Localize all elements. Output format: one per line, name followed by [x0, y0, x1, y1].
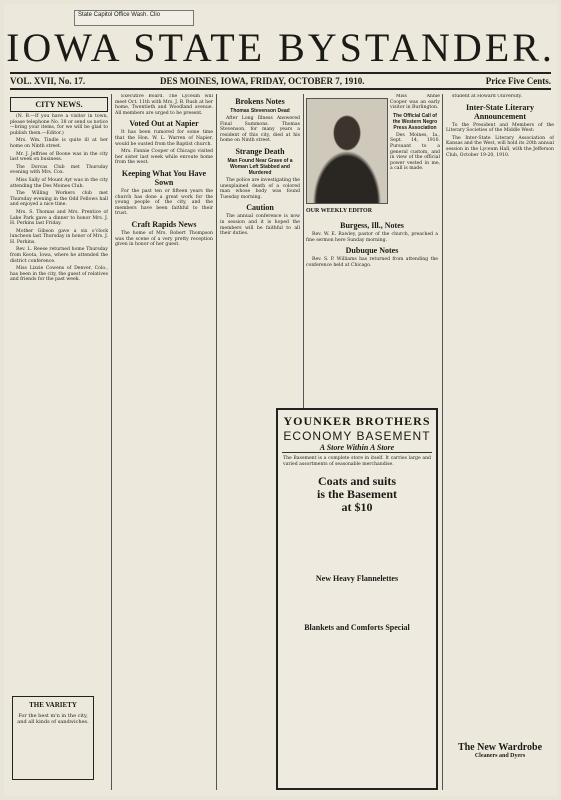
- news-item: The annual conference is now in session and it is hoped the members will be faithful to all their duties.: [220, 214, 300, 237]
- article-heading: Craft Rapids News: [131, 219, 197, 229]
- news-item: The police are investigating the unexplained death of a colored man whose body was found Tuesday morning.: [220, 177, 300, 200]
- wardrobe-subtitle: Cleaners and Dyers: [474, 753, 526, 759]
- news-item: (N. B.—If you have a visitor in town, please telephone No. 38 or send us notice—bring your items, for we will be glad to publish them.—Editor.): [10, 114, 108, 136]
- news-item: Mrs. Wm. Tindle is quite ill at her home on Ninth street.: [10, 138, 108, 149]
- column-rule: [111, 94, 112, 790]
- ad-intro: The Basement is a complete store in itself. It carries large and varied assortments of seasonable merchandise.: [283, 456, 431, 467]
- news-item: Executive Board. The Lyceum will meet Oct. 11th with Mrs. J. B. Rush at her home, Twentieth and Woodland avenue. All members are urged to be present.: [115, 94, 213, 116]
- wardrobe-ad: [446, 742, 554, 759]
- article-heading: Strange Death: [235, 146, 285, 156]
- news-item: Mrs. S. Thomas and Mrs. Prentice of Lake Park gave a dinner to honor Mrs. J. H. Perkins last Friday.: [10, 209, 108, 227]
- article-heading: Keeping What You Have Sown: [121, 168, 207, 187]
- news-item: For the past ten or fifteen years the church has done a great work for the young people of the city, and the members have been faithful to their trust.: [115, 188, 213, 217]
- portrait-caption: OUR WEEKLY EDITOR: [306, 208, 373, 214]
- variety-title: THE VARIETY: [29, 701, 77, 709]
- column-rule: [216, 94, 217, 790]
- article-heading: The Official Call of the Western Negro Press Association: [392, 112, 438, 131]
- news-item: The Inter-State Literary Association of Kansas and the West, will hold its 20th annual session in the Lyceum Hall, with the Jefferson Club, October 19-20, 1910.: [446, 135, 554, 158]
- news-item: Mrs. Fannie Cooper of Chicago visited her sister last week while enroute home from the west.: [115, 149, 213, 166]
- ad-brand: YOUNKER BROTHERS: [283, 414, 431, 428]
- news-item: Rev. S. P. Williams has returned from attending the conference held at Chicago.: [306, 257, 438, 268]
- issue-date: DES MOINES, IOWA, FRIDAY, OCTOBER 7, 1910.: [160, 76, 365, 86]
- news-item: The Willing Workers club met Thursday evening in the Odd Fellows hall and enjoyed a nice time.: [10, 191, 108, 208]
- library-stamp: State Capitol Office Wash. Clio: [74, 10, 194, 26]
- ad-section-heading: Blankets and Comforts Special: [304, 623, 410, 633]
- news-item: Mr. J. Jeffries of Boone was in the city last week on business.: [10, 151, 108, 163]
- news-item: Mother Gibson gave a six o'clock luncheon last Thursday in honor of Mrs. J. H. Perkins.: [10, 228, 108, 245]
- article-heading: Burgess, Ill., Notes: [340, 221, 404, 230]
- article-subheading: Man Found Near Grave of a Woman Left Stabbed and Murdered: [227, 157, 293, 176]
- news-item: Des Moines, Ia., Sept. 14, 1910. Pursuant to a general custom, and in view of the official power vested in me, a call is made.: [390, 132, 440, 172]
- column-2: [115, 94, 213, 790]
- news-item: It has been rumored for some time that the Hon. W. L. Warren of Napier, would be ousted from the Baptist church.: [115, 130, 213, 147]
- news-item: student at Howard University.: [452, 94, 523, 99]
- column-5: [446, 94, 554, 736]
- volume-number: VOL. XVII, No. 17.: [10, 76, 86, 86]
- news-item: Miss Lizzie Cowens of Denver, Colo., has been in the city, the guest of relatives and friends for the past week.: [10, 266, 108, 283]
- news-item: To the President and Members of the Literary Societies of the Middle West:: [446, 122, 554, 134]
- ad-headline: Coats and suits: [317, 474, 397, 489]
- column-1: [10, 94, 108, 790]
- news-item: After Long Illness Answered Final Summons. Thomas Stevenson, for many years a resident of this city, died at his home on Ninth street.: [220, 116, 300, 144]
- ad-section-heading: New Heavy Flannelettes: [315, 574, 399, 584]
- younker-basement-ad: [276, 408, 438, 790]
- wardrobe-title: The New Wardrobe: [457, 742, 543, 753]
- issue-price: Price Five Cents.: [485, 76, 551, 86]
- news-item: Miss Sally of Mount Ayr was in the city attending the Des Moines Club.: [10, 177, 108, 189]
- news-item: Rev. L. Reese returned home Thursday from Keota, Iowa, where he attended the district conference.: [10, 247, 108, 264]
- editor-portrait: [306, 98, 388, 204]
- news-item: Rev. W. E. Rawley, pastor of the church, preached a fine sermon here Sunday morning.: [306, 232, 438, 243]
- ad-tagline: A Store Within A Store: [282, 443, 432, 453]
- ad-headline: is the Basement: [317, 487, 397, 502]
- city-news-heading: CITY NEWS.: [10, 97, 108, 112]
- article-heading: Brokens Notes: [235, 97, 285, 106]
- newspaper-page: [4, 4, 557, 796]
- ad-banner: ECONOMY BASEMENT: [283, 429, 431, 443]
- article-heading: Inter-State Literary Announcement: [466, 102, 534, 121]
- news-item: Miss Annie Cooper was an early visitor in Burlington.: [390, 94, 440, 111]
- ad-headline: at $10: [341, 500, 373, 515]
- variety-ad: [12, 696, 94, 780]
- article-heading: Voted Out at Napier: [129, 119, 199, 129]
- variety-line: For the best m'n in the city, and all kinds of sandwiches.: [17, 713, 89, 725]
- news-item: The Dorcas Club met Thursday evening with Mrs. Cox.: [10, 164, 108, 176]
- news-item: The home of Mrs. Robert Thompson was the scene of a very pretty reception given in honor of her guest.: [115, 230, 213, 248]
- article-heading: Dubuque Notes: [345, 246, 399, 256]
- dateline: [10, 72, 551, 90]
- article-heading: Caution: [246, 203, 274, 213]
- article-subheading: Thomas Stevenson Dead: [230, 108, 290, 114]
- masthead: IOWA STATE BYSTANDER.: [6, 25, 555, 70]
- column-4-middle: [306, 218, 438, 396]
- column-rule: [442, 94, 443, 790]
